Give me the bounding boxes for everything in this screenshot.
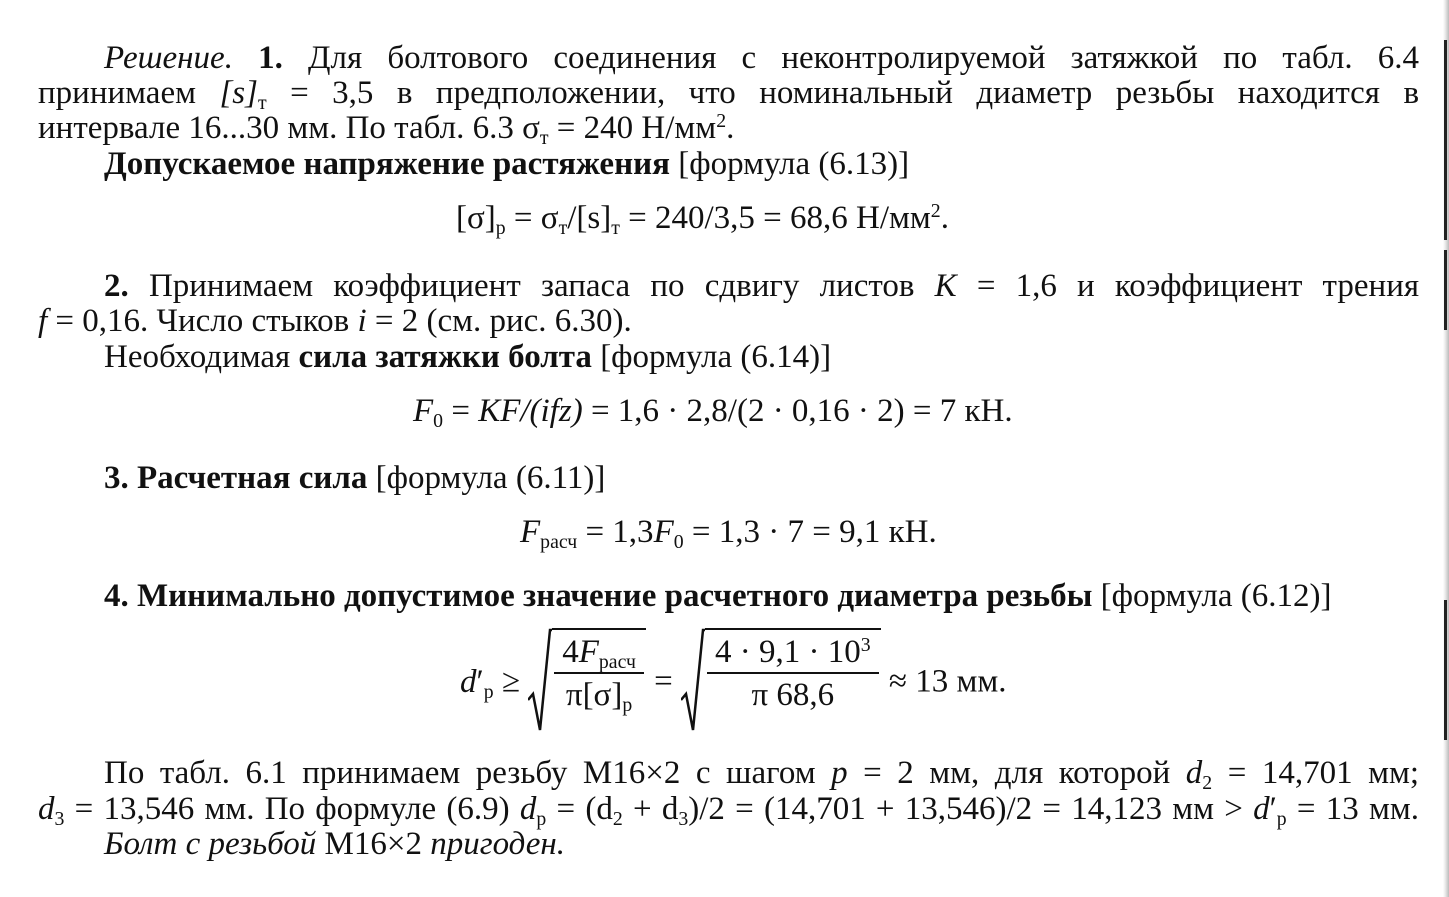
text: = 1,6 и коэффициент трения [976, 268, 1420, 304]
numerator [707, 636, 879, 672]
d2-symbol: d [1185, 755, 1203, 791]
p2-line1 [38, 270, 1419, 303]
subscript: 3 [54, 807, 65, 830]
p2-line2 [38, 305, 632, 338]
text: = 2 мм, для которой [863, 755, 1171, 791]
allowable-stress-equation [456, 200, 949, 239]
dp-symbol: d [519, 791, 537, 827]
subscript: т [257, 91, 267, 114]
design-force-equation [520, 514, 937, 553]
text: = 0,16. Число стыков [55, 303, 350, 339]
bold-term: Расчетная сила [137, 460, 368, 496]
eq-part: F [520, 514, 541, 550]
eq-part: π[σ] [565, 677, 623, 713]
formula-ref: [формула (6.14)] [600, 339, 832, 375]
i-symbol: i [357, 303, 367, 339]
formula-ref: [формула (6.11)] [375, 460, 606, 496]
subscript: 3 [678, 807, 689, 830]
p1-line2 [38, 75, 1420, 114]
numerator [554, 636, 644, 672]
k-symbol: K [934, 268, 957, 304]
text: . [726, 110, 735, 146]
eq-part: 4 [562, 634, 579, 670]
preload-equation [413, 393, 1013, 432]
scan-edge-mark [1444, 40, 1447, 240]
fraction-2 [707, 636, 879, 712]
subscript: р [495, 216, 506, 239]
eq-part: = 1,6 · 2,8/(2 · 0,16 · 2) = 7 кН. [590, 393, 1013, 429]
geq-sign: ≥ [501, 663, 520, 700]
f-symbol: f [38, 303, 48, 339]
prime: ′ [1269, 791, 1277, 827]
eq-part: F [578, 634, 599, 670]
subscript: р [622, 693, 633, 716]
subscript: т [611, 216, 620, 239]
superscript: 2 [716, 110, 727, 133]
eq-part: = 1,3 [585, 514, 654, 550]
p3-line [104, 462, 605, 495]
item-number: 2. [104, 268, 129, 304]
radical-sign-icon [681, 628, 705, 736]
equals-sign: = [654, 663, 673, 700]
superscript: 2 [930, 200, 941, 223]
thread-designation: М16×2 [324, 826, 422, 862]
subscript: р [536, 807, 547, 830]
p1-line3 [38, 110, 735, 149]
item-number: 3. [104, 460, 129, 496]
text: = 14,701 мм; [1227, 755, 1420, 791]
subscript: 2 [1202, 771, 1213, 794]
sigma-symbol: σ [522, 110, 540, 146]
p1-text: Для болтового соединения с неконтролируемой затяжкой по табл. 6.4 [308, 40, 1419, 76]
text: + d [632, 791, 679, 827]
section-heading: Допускаемое напряжение растяжения [104, 146, 670, 182]
text: = 3,5 в предположении, что номинальный диаметр резьбы находится в [290, 75, 1420, 111]
text: = 13,546 мм. По формуле (6.9) [74, 791, 510, 827]
dp-prime-symbol: d [1253, 791, 1270, 827]
denominator [554, 672, 644, 716]
safety-factor-symbol: [s] [219, 75, 258, 111]
eq-part: = 1,3 · 7 = 9,1 кН. [691, 514, 937, 550]
eq-part: d [460, 663, 477, 700]
p5-line1 [38, 755, 1420, 794]
min-diameter-equation [460, 628, 1007, 736]
eq-part: /[s] [567, 200, 612, 236]
text: = 240 Н/мм [556, 110, 717, 146]
eq-part: F [413, 393, 434, 429]
conclusion-text: пригоден. [430, 826, 566, 862]
scan-edge-mark [1444, 600, 1447, 740]
subscript: 0 [673, 530, 684, 553]
eq-part: = [451, 393, 470, 429]
p-symbol: p [831, 755, 848, 791]
item-number: 1. [258, 40, 283, 76]
text: Принимаем коэффициент запаса по сдвигу листов [148, 268, 915, 304]
bold-term: Минимально допустимое значение расчетного диаметра резьбы [137, 578, 1093, 614]
d3-symbol: d [38, 791, 55, 827]
bold-term: сила затяжки болта [298, 339, 592, 375]
subscript: т [558, 216, 568, 239]
eq-part: = 240/3,5 = 68,6 Н/мм [628, 200, 931, 236]
item-number: 4. [104, 578, 129, 614]
solution-label: Решение. [104, 40, 233, 76]
text: интервале 16...30 мм. По табл. 6.3 [38, 110, 514, 146]
p5-line2 [38, 791, 1420, 830]
radical-sign-icon [528, 628, 552, 736]
radicand [552, 628, 646, 736]
sqrt-2 [681, 628, 881, 736]
prime: ′ [476, 663, 484, 700]
subscript: расч [598, 650, 636, 673]
fraction-1 [554, 634, 644, 716]
p4-line [104, 580, 1332, 613]
subscript: 0 [433, 409, 444, 432]
formula-ref: [формула (6.13)] [678, 146, 910, 182]
eq-part: . [940, 200, 949, 236]
text: принимаем [38, 75, 196, 111]
sqrt-1 [528, 628, 646, 736]
text: = 2 (см. рис. 6.30). [374, 303, 632, 339]
eq-part: F [653, 514, 674, 550]
subscript: р [483, 680, 494, 703]
text: )/2 = (14,701 + 13,546)/2 = 14,123 мм > [688, 791, 1243, 827]
dp-symbol [460, 663, 494, 703]
p5-line3 [104, 828, 565, 861]
p2-line3 [104, 341, 831, 374]
eq-part: [σ] [456, 200, 496, 236]
radicand [705, 628, 881, 736]
formula-ref: [формула (6.12)] [1100, 578, 1332, 614]
result: ≈ 13 мм. [888, 663, 1007, 700]
denominator: π 68,6 [707, 672, 879, 712]
text: Необходимая [104, 339, 291, 375]
subscript: 2 [612, 807, 623, 830]
scan-edge-mark [1444, 250, 1447, 330]
text: По табл. 6.1 принимаем резьбу М16×2 с шагом [104, 755, 816, 791]
eq-part: KF/(ifz) [478, 393, 583, 429]
eq-part: = σ [513, 200, 559, 236]
p1-line1 [38, 42, 1419, 75]
allow-heading-line [104, 148, 909, 181]
subscript: т [539, 126, 549, 149]
text: = 13 мм. [1296, 791, 1420, 827]
text: = (d [556, 791, 613, 827]
conclusion-text: Болт с резьбой [104, 826, 317, 862]
eq-part: 4 · 9,1 · 10 [715, 634, 861, 670]
subscript: р [1276, 807, 1287, 830]
subscript: расч [540, 530, 578, 553]
superscript: 3 [860, 634, 871, 657]
